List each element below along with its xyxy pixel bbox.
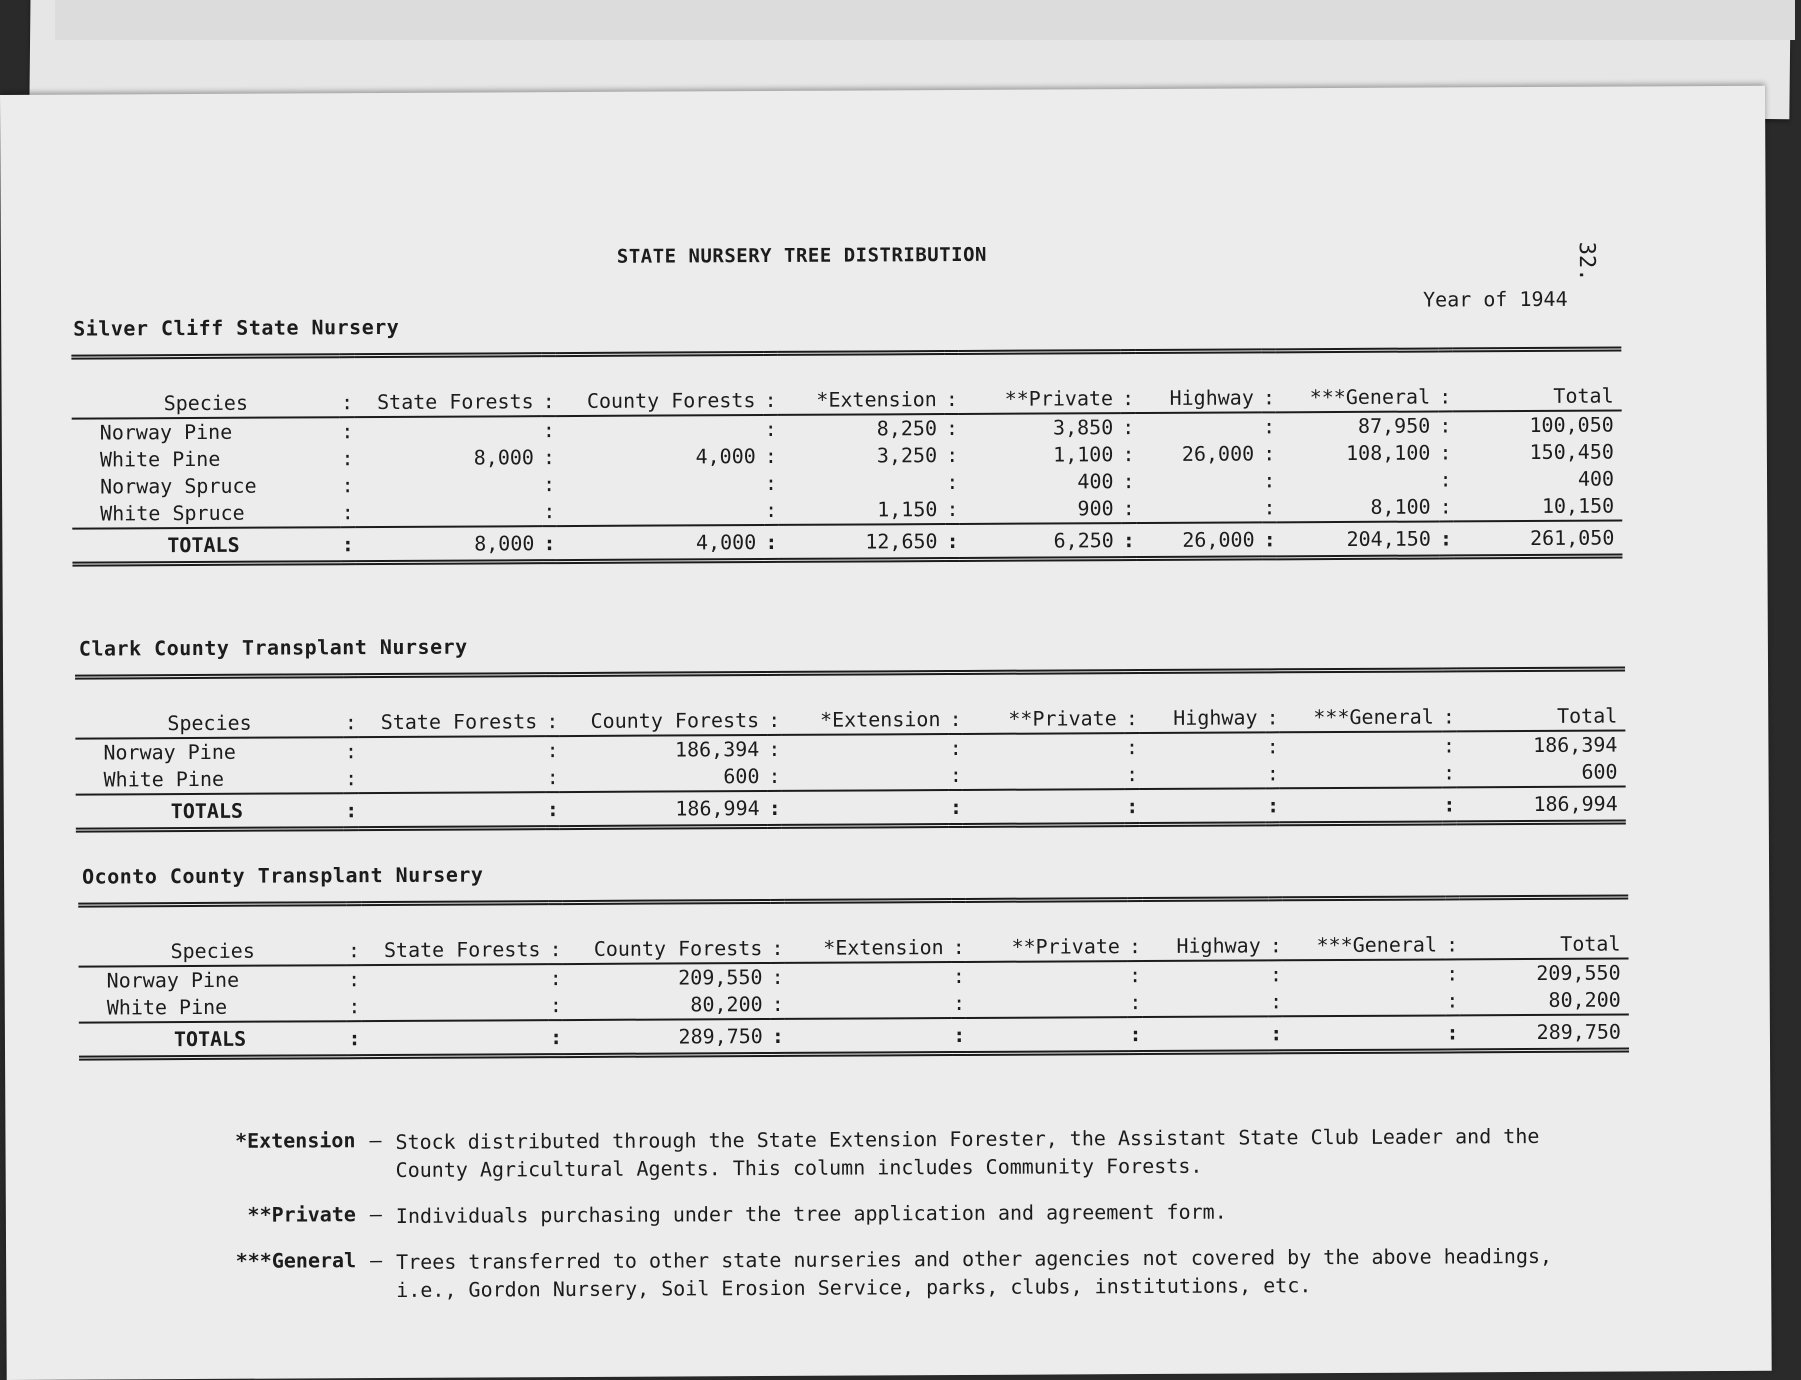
county-cell: 4,000: [695, 444, 756, 469]
col-separator: :: [347, 904, 361, 966]
species-cell: White Pine: [99, 446, 221, 472]
background-sheet-edge: [55, 0, 1795, 40]
table-row: White Pine : : 600 : : : : : 600: [76, 758, 1626, 794]
total-cell: 186,394: [1533, 732, 1618, 757]
highway-cell: [1136, 494, 1263, 523]
species-cell: Norway Pine: [103, 739, 236, 765]
county-total: 4,000: [556, 525, 764, 562]
col-county-forests: County Forests: [562, 901, 770, 964]
state-total: 8,000: [355, 526, 543, 562]
extension-total: 12,650: [778, 524, 945, 560]
county-cell: 80,200: [690, 992, 763, 1017]
county-total: 289,750: [563, 1019, 771, 1056]
table-row: White Spruce : : : 1,150 : 900 : : 8,100 : 10,150: [72, 493, 1622, 529]
header-row: [75, 669, 1625, 739]
grand-total: 261,050: [1453, 521, 1623, 557]
col-separator: :: [1445, 898, 1459, 960]
col-separator: :: [1262, 351, 1276, 413]
private-cell: 3,850: [1052, 415, 1114, 440]
col-separator: :: [1265, 671, 1279, 733]
footnote-dash: –: [369, 1128, 382, 1153]
col-state-forests: State Forests: [358, 675, 546, 737]
silver-cliff-table: [71, 347, 1622, 567]
document-title: STATE NURSERY TREE DISTRIBUTION: [616, 243, 988, 268]
county-cell: 186,394: [674, 737, 760, 762]
total-cell: 10,150: [1541, 493, 1615, 518]
oconto-table: [78, 894, 1629, 1060]
table-row: Norway Pine : : : 8,250 : 3,850 : : 87,950 : 100,050: [72, 411, 1622, 447]
col-separator: :: [541, 355, 555, 417]
silver-cliff-title: Silver Cliff State Nursery: [73, 314, 400, 341]
col-state-forests: State Forests: [354, 355, 542, 417]
extension-cell: 8,250: [876, 416, 938, 441]
year-label: Year of 1944: [1423, 286, 1568, 312]
oconto-title: Oconto County Transplant Nursery: [82, 862, 484, 889]
footnote-term: **Private: [247, 1202, 356, 1227]
highway-cell: [1136, 467, 1263, 495]
col-separator: :: [763, 353, 777, 415]
col-extension: *Extension: [781, 673, 948, 735]
footnote-term: *Extension: [234, 1128, 356, 1153]
county-cell: 600: [723, 764, 760, 789]
species-cell: Norway Pine: [106, 967, 240, 993]
private-cell: 1,100: [1053, 442, 1114, 467]
col-separator: :: [945, 352, 959, 414]
col-total: Total: [1452, 349, 1622, 411]
header-row: [78, 897, 1628, 967]
col-separator: :: [1124, 672, 1138, 734]
grand-total: 186,994: [1456, 786, 1626, 822]
county-total: 186,994: [560, 791, 768, 828]
clark-table: [75, 666, 1626, 832]
extension-cell: [778, 469, 945, 497]
county-cell: [556, 415, 764, 444]
col-private: **Private: [962, 672, 1124, 734]
footnote-text: Trees transferred to other state nurseries and other agencies not covered by the above headings, i.e., Gordon Nursery, Soil Erosion Service, parks, clubs, institutions, etc.: [396, 1243, 1553, 1302]
footnote-dash: –: [370, 1248, 383, 1273]
col-species: Species: [78, 904, 347, 967]
table-row: White Pine : 8,000 : 4,000 : 3,250 : 1,100 : 26,000 : 108,100 : 150,450: [72, 439, 1622, 474]
col-highway: Highway: [1139, 671, 1266, 733]
col-separator: :: [951, 900, 965, 962]
state-cell: 8,000: [473, 445, 534, 470]
col-separator: :: [1442, 670, 1456, 732]
total-cell: 80,200: [1548, 987, 1621, 1012]
footnote-dash: –: [369, 1202, 382, 1227]
col-general: ***General: [1276, 350, 1438, 412]
species-cell: Norway Pine: [99, 419, 233, 445]
footnote-general: [206, 1242, 1586, 1305]
totals-label: TOTALS: [79, 1021, 348, 1058]
clark-title: Clark County Transplant Nursery: [78, 634, 468, 661]
totals-row: TOTALS : 8,000 : 4,000 : 12,650 : 6,250 : 26,000 : 204,150 : 261,050: [72, 521, 1622, 565]
col-extension: *Extension: [784, 901, 951, 963]
extension-cell: 1,150: [877, 497, 938, 522]
col-county-forests: County Forests: [556, 354, 764, 417]
totals-row: TOTALS : : 289,750 : : : : : 289,750: [79, 1014, 1629, 1058]
total-cell: 150,450: [1529, 439, 1614, 464]
totals-label: TOTALS: [76, 793, 345, 830]
county-cell: [556, 470, 764, 498]
total-cell: 400: [1577, 466, 1615, 491]
general-cell: 87,950: [1357, 413, 1431, 438]
col-separator: :: [767, 673, 781, 735]
col-separator: :: [343, 676, 357, 738]
col-highway: Highway: [1135, 351, 1262, 413]
county-cell: 209,550: [678, 965, 763, 990]
footnote-private: [206, 1196, 1586, 1231]
col-private: **Private: [966, 900, 1128, 962]
footnote-text: Individuals purchasing under the tree application and agreement form.: [395, 1199, 1227, 1228]
col-state-forests: State Forests: [361, 903, 549, 965]
highway-total: 26,000: [1136, 522, 1263, 558]
col-species: Species: [75, 676, 344, 739]
footnote-term: ***General: [235, 1248, 357, 1273]
col-general: ***General: [1279, 670, 1441, 732]
footnote-text: Stock distributed through the State Extension Forester, the Assistant State Club Leader and the County Agricultural Agents. This column includes Community Forests.: [395, 1123, 1540, 1182]
general-cell: 8,100: [1370, 494, 1431, 519]
page-number: 32.: [1573, 241, 1599, 282]
col-separator: :: [340, 356, 354, 418]
col-private: **Private: [959, 352, 1121, 414]
footnote-extension: [205, 1122, 1585, 1185]
state-cell: [355, 498, 543, 527]
general-total: 204,150: [1277, 521, 1439, 557]
species-cell: White Spruce: [100, 500, 245, 526]
private-cell: 900: [1077, 496, 1114, 521]
col-total: Total: [1459, 897, 1629, 959]
col-separator: :: [1128, 900, 1142, 962]
species-cell: White Pine: [103, 766, 225, 792]
col-extension: *Extension: [777, 353, 944, 415]
col-separator: :: [1121, 352, 1135, 414]
species-cell: White Pine: [106, 994, 228, 1020]
col-species: Species: [71, 356, 340, 419]
state-cell: [354, 416, 542, 445]
totals-row: TOTALS : : 186,994 : : : : : 186,994: [76, 786, 1626, 830]
total-cell: 600: [1581, 759, 1618, 784]
table-row: Norway Pine : : 209,550 : : : : : 209,550: [79, 958, 1629, 994]
totals-label: TOTALS: [72, 527, 341, 564]
col-separator: :: [1268, 899, 1282, 961]
col-separator: :: [770, 901, 784, 963]
county-cell: [556, 497, 764, 526]
table-row: White Pine : : 80,200 : : : : : 80,200: [79, 986, 1629, 1022]
private-cell: 400: [1077, 469, 1114, 494]
col-separator: :: [948, 672, 962, 734]
col-highway: Highway: [1142, 899, 1269, 961]
general-cell: [1276, 466, 1438, 494]
col-general: ***General: [1283, 898, 1445, 960]
col-separator: :: [1438, 350, 1452, 412]
col-county-forests: County Forests: [559, 673, 767, 736]
highway-cell: [1135, 412, 1262, 441]
species-cell: Norway Spruce: [99, 473, 257, 499]
table-row: Norway Spruce : : : : 400 : : : 400: [72, 466, 1622, 501]
document-page: [0, 86, 1772, 1380]
header-row: [71, 349, 1621, 419]
col-total: Total: [1456, 669, 1626, 731]
total-cell: 100,050: [1529, 412, 1614, 437]
general-cell: 108,100: [1346, 440, 1431, 465]
private-total: 6,250: [960, 523, 1122, 559]
col-separator: :: [545, 675, 559, 737]
table-row: Norway Pine : : 186,394 : : : : : 186,394: [75, 730, 1625, 766]
extension-cell: 3,250: [876, 443, 938, 468]
footnotes: [205, 1122, 1586, 1323]
col-separator: :: [548, 903, 562, 965]
grand-total: 289,750: [1460, 1014, 1630, 1050]
total-cell: 209,550: [1536, 960, 1621, 985]
state-cell: [355, 471, 543, 499]
highway-cell: 26,000: [1181, 441, 1255, 466]
